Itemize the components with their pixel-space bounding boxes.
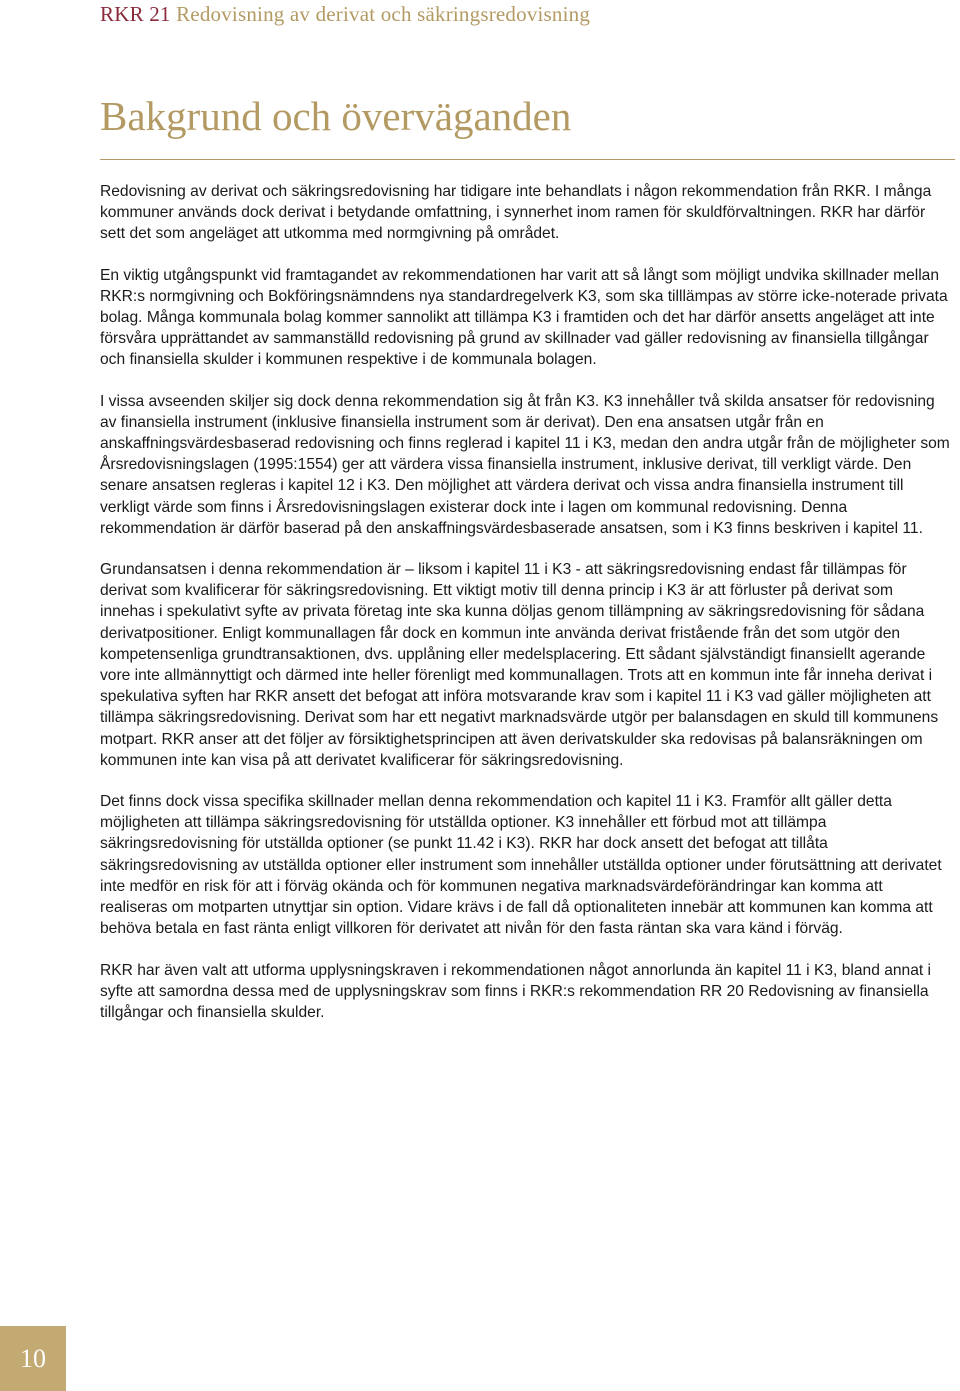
running-header bbox=[100, 2, 590, 27]
paragraph-6: RKR har även valt att utforma upplysningskraven i rekommendationen något annorlunda än kapitel 11 i K3, bland annat i syfte att samordna dessa med de upplysningskrav som finns i RKR:s rekommendation RR 20 Redovisning av finansiella tillgångar och finansiella skulder. bbox=[100, 961, 932, 1021]
title-divider bbox=[100, 159, 955, 160]
page-number: 10 bbox=[20, 1343, 46, 1373]
document-code: RKR 21 bbox=[100, 2, 171, 26]
body-text bbox=[100, 181, 950, 1043]
paragraph-2: En viktig utgångspunkt vid framtagandet av rekommendationen har varit att så långt som möjligt undvika skillnader mellan RKR:s normgivning och Bokföringsnämndens nya standardregelverk K3, som ska tilllämpas av större icke-noterade privata bolag. Många kommunala bolag kommer sannolikt att tillämpa K3 i framtiden och det har därför ansetts angeläget att inte försvåra upprättandet av sammanställd redovisning på grund av skillnader vad gäller redovisning av finansiella tillgångar och finansiella skulder i kommunen respektive i de kommunala bolagen. bbox=[100, 266, 948, 369]
paragraph-3: I vissa avseenden skiljer sig dock denna rekommendation sig åt från K3. K3 innehåller två skilda ansatser för redovisning av finansiella instrument (inklusive finansiella instrument som är derivat). Den ena ansatsen utgår från en anskaffningsvärdesbaserad redovisning och finns reglerad i kapitel 11 i K3, medan den andra utgår från de möjligheter som Årsredovisningslagen (1995:1554) ger att värdera vissa finansiella instrument, inklusive derivat, till verkligt värde. Den senare ansatsen regleras i kapitel 12 i K3. Den möjlighet att värdera derivat och vissa andra finansiella instrument till verkligt värde som finns i Årsredovisningslagen existerar dock inte i lagen om kommunal redovisning. Denna rekommendation är därför baserad på den anskaffningsvärdesbaserade ansatsen, som i K3 finns beskriven i kapitel 11. bbox=[100, 392, 950, 537]
page-number-badge bbox=[0, 1326, 66, 1391]
paragraph-1: Redovisning av derivat och säkringsredovisning har tidigare inte behandlats i någon rekommendation från RKR. I många kommuner används dock derivat i betydande omfattning, i synnerhet inom ramen för skuldförvaltningen. RKR har därför sett det som angeläget att utkomma med normgivning på området. bbox=[100, 183, 932, 243]
paragraph-5: Det finns dock vissa specifika skillnader mellan denna rekommendation och kapitel 11 i K3. Framför allt gäller detta möjligheten att tillämpa säkringsredovisning för utställda optioner. K3 innehåller ett förbud mot att tillämpa säkringsredovisning för utställda optioner (se punkt 11.42 i K3). RKR har dock ansett det befogat att tillåta säkringsredovisning av utställda optioner eller instrument som innehåller utställda optioner under förutsättning att derivatet inte medför en risk för att i förväg okända och för kommunen negativa marknadsvärdeförändringar kan komma att realiseras om motparten utnyttjar sin option. Vidare krävs i de fall då optionaliteten innebär att kommunen kan komma att behöva betala en fast ränta enligt villkoren för derivatet att nivån för den fasta räntan ska vara känd i förväg. bbox=[100, 793, 942, 938]
section-title: Bakgrund och överväganden bbox=[100, 93, 572, 139]
paragraph-4: Grundansatsen i denna rekommendation är – liksom i kapitel 11 i K3 - att säkringsredovisning endast får tillämpas för derivat som kvalificerar för säkringsredovisning. Ett viktigt motiv till denna princip i K3 är att förluster på derivat som innehas i spekulativt syfte av privata företag inte ska kunna döljas genom tillämpning av säkringsredovisning för sådana derivatpositioner. Enligt kommunallagen får dock en kommun inte använda derivat fristående från det som utgör den kompetensenliga grundtransaktionen, dvs. upplåning eller medelsplacering. Ett sådant självständigt finansiellt agerande vore inte allmännyttigt och därmed inte heller förenligt med kommunallagen. Trots att en kommun inte får inneha derivat i spekulativa syften har RKR ansett det befogat att införa motsvarande krav som i kapitel 11 i K3 vad gäller möjligheten att tillämpa säkringsredovisning. Derivat som har ett negativt marknadsvärde utgör per balansdagen en skuld till kommunens motpart. RKR anser att det följer av försiktighetsprincipen att även derivatskulder ska redovisas på balansräkningen om kommunen inte kan visa på att derivatet kvalificerar för säkringsredovisning. bbox=[100, 561, 939, 769]
chapter-title: Redovisning av derivat och säkringsredovisning bbox=[176, 2, 591, 26]
